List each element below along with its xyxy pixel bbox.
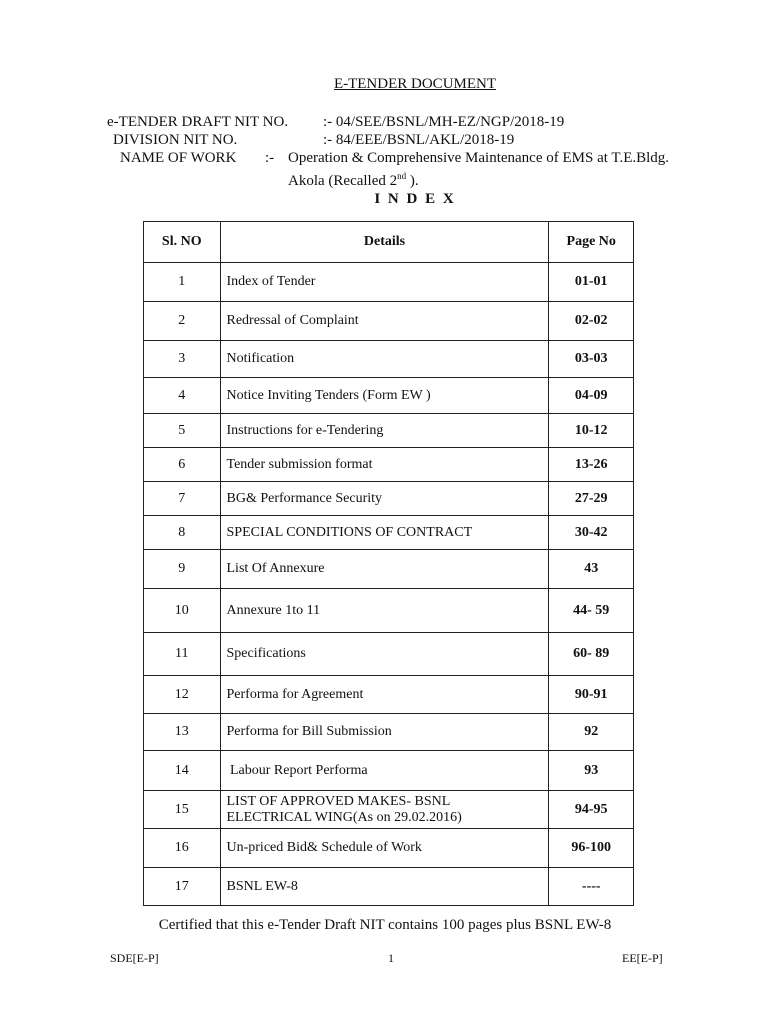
row-details: BSNL EW-8 <box>220 868 549 906</box>
row-sl-no: 7 <box>144 482 221 516</box>
footer-left: SDE[E-P] <box>110 951 159 965</box>
row-details: Instructions for e-Tendering <box>220 414 549 448</box>
row-page-no: 94-95 <box>549 791 634 829</box>
table-row <box>144 751 634 791</box>
row-page-no: 60- 89 <box>549 633 634 676</box>
row-sl-no: 14 <box>144 751 221 791</box>
column-header-details: Details <box>220 222 549 263</box>
division-value: :- 84/EEE/BSNL/AKL/2018-19 <box>323 132 515 148</box>
row-sl-no: 15 <box>144 791 221 829</box>
work-value-line1: Operation & Comprehensive Maintenance of EMS at T.E.Bldg. <box>288 150 670 166</box>
row-details: List Of Annexure <box>220 550 549 589</box>
row-page-no: 43 <box>549 550 634 589</box>
row-page-no: 93 <box>549 751 634 791</box>
index-table <box>143 221 634 906</box>
row-sl-no: 4 <box>144 378 221 414</box>
row-sl-no: 5 <box>144 414 221 448</box>
nit-value: :- 04/SEE/BSNL/MH-EZ/NGP/2018-19 <box>323 114 565 130</box>
work-value-line2: Akola (Recalled 2nd ). <box>288 171 419 189</box>
column-header-page-no: Page No <box>549 222 634 263</box>
row-details-line1: LIST OF APPROVED MAKES- BSNL <box>226 793 451 809</box>
row-details: SPECIAL CONDITIONS OF CONTRACT <box>220 516 549 550</box>
row-page-no: ---- <box>549 868 634 906</box>
table-row <box>144 868 634 906</box>
row-details: Specifications <box>220 633 549 676</box>
row-sl-no: 12 <box>144 676 221 714</box>
page-number: 1 <box>388 951 394 965</box>
row-sl-no: 3 <box>144 341 221 378</box>
row-details: Performa for Bill Submission <box>220 714 549 751</box>
work-label: NAME OF WORK <box>120 150 237 166</box>
table-row <box>144 550 634 589</box>
row-sl-no: 17 <box>144 868 221 906</box>
table-row <box>144 414 634 448</box>
row-page-no: 13-26 <box>549 448 634 482</box>
row-details: Redressal of Complaint <box>220 302 549 341</box>
row-page-no: 30-42 <box>549 516 634 550</box>
table-row <box>144 516 634 550</box>
table-row <box>144 633 634 676</box>
document-title: E-TENDER DOCUMENT <box>333 76 497 92</box>
table-row <box>144 714 634 751</box>
table-row <box>144 448 634 482</box>
row-details: Annexure 1to 11 <box>220 589 549 633</box>
row-sl-no: 11 <box>144 633 221 676</box>
row-page-no: 10-12 <box>549 414 634 448</box>
index-heading: I N D E X <box>374 191 456 207</box>
row-details: Labour Report Performa <box>220 751 549 791</box>
row-sl-no: 2 <box>144 302 221 341</box>
row-page-no: 02-02 <box>549 302 634 341</box>
work-value-superscript: nd <box>397 171 407 181</box>
row-sl-no: 16 <box>144 829 221 868</box>
row-details: Tender submission format <box>220 448 549 482</box>
row-details: Index of Tender <box>220 263 549 302</box>
row-details: Notification <box>220 341 549 378</box>
row-page-no: 03-03 <box>549 341 634 378</box>
table-row <box>144 482 634 516</box>
nit-label: e-TENDER DRAFT NIT NO. <box>107 114 289 130</box>
row-page-no: 04-09 <box>549 378 634 414</box>
column-header-sl-no: Sl. NO <box>144 222 221 263</box>
certification-note: Certified that this e-Tender Draft NIT contains 100 pages plus BSNL EW-8 <box>158 917 612 933</box>
table-row <box>144 302 634 341</box>
table-row <box>144 263 634 302</box>
table-row <box>144 829 634 868</box>
row-sl-no: 9 <box>144 550 221 589</box>
division-label: DIVISION NIT NO. <box>113 132 238 148</box>
row-page-no: 27-29 <box>549 482 634 516</box>
index-header-row <box>144 222 634 263</box>
table-row <box>144 589 634 633</box>
row-page-no: 96-100 <box>549 829 634 868</box>
row-page-no: 01-01 <box>549 263 634 302</box>
row-sl-no: 6 <box>144 448 221 482</box>
table-row <box>144 791 634 829</box>
row-details: Un-priced Bid& Schedule of Work <box>220 829 549 868</box>
row-page-no: 44- 59 <box>549 589 634 633</box>
row-details: Performa for Agreement <box>220 676 549 714</box>
row-page-no: 92 <box>549 714 634 751</box>
table-row <box>144 378 634 414</box>
row-sl-no: 1 <box>144 263 221 302</box>
table-row <box>144 341 634 378</box>
footer-right: EE[E-P] <box>622 951 663 965</box>
row-sl-no: 8 <box>144 516 221 550</box>
work-separator: :- <box>265 150 275 166</box>
row-page-no: 90-91 <box>549 676 634 714</box>
row-sl-no: 10 <box>144 589 221 633</box>
row-details: Notice Inviting Tenders (Form EW ) <box>220 378 549 414</box>
row-details-line2: ELECTRICAL WING(As on 29.02.2016) <box>226 809 462 825</box>
row-details <box>220 791 549 829</box>
table-row <box>144 676 634 714</box>
row-details: BG& Performance Security <box>220 482 549 516</box>
row-sl-no: 13 <box>144 714 221 751</box>
